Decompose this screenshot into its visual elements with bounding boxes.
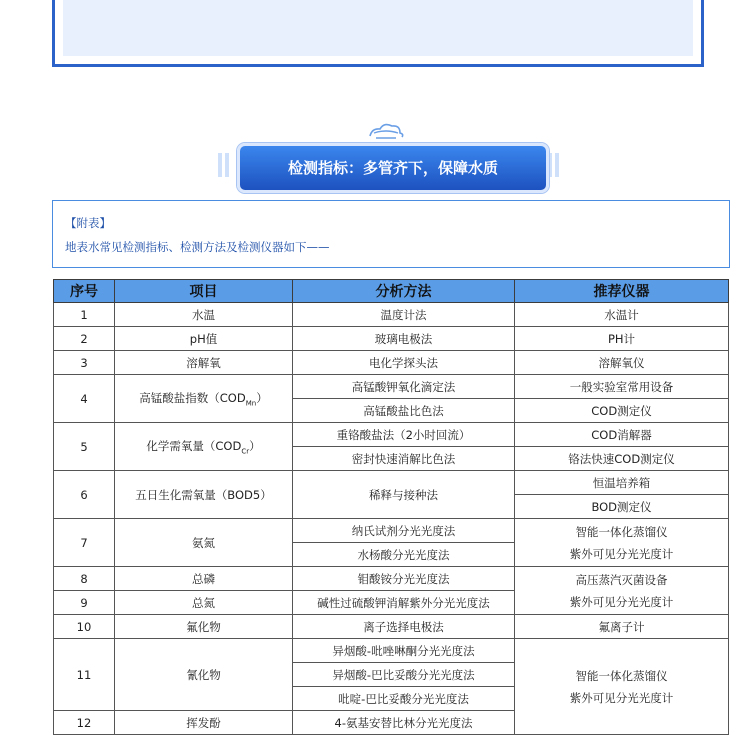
cell-instrument: 高压蒸汽灭菌设备 紫外可见分光光度计 xyxy=(515,567,729,615)
cell-no: 3 xyxy=(54,351,115,375)
cell-no: 4 xyxy=(54,375,115,423)
cell-no: 7 xyxy=(54,519,115,567)
table-row xyxy=(54,519,729,543)
header-no: 序号 xyxy=(54,280,115,303)
cell-instrument: 智能一体化蒸馏仪 紫外可见分光光度计 xyxy=(515,519,729,567)
cell-no: 11 xyxy=(54,639,115,711)
table-row xyxy=(54,567,729,591)
table-row xyxy=(54,351,729,375)
previous-section-content xyxy=(63,0,693,56)
indicator-table xyxy=(53,279,729,735)
note-body: 地表水常见检测指标、检测方法及检测仪器如下—— xyxy=(65,240,330,254)
cell-instrument: 一般实验室常用设备 xyxy=(515,375,729,399)
cell-instrument: 恒温培养箱 xyxy=(515,471,729,495)
cell-item: pH值 xyxy=(115,327,293,351)
appendix-note xyxy=(52,200,730,268)
cell-item: 氟化物 xyxy=(115,615,293,639)
cell-item: 总氮 xyxy=(115,591,293,615)
cell-item: 氨氮 xyxy=(115,519,293,567)
cell-method: 异烟酸-巴比妥酸分光光度法 xyxy=(293,663,515,687)
right-deco-bars xyxy=(548,153,562,177)
section-header xyxy=(0,118,750,198)
cell-method: 高锰酸钾氧化滴定法 xyxy=(293,375,515,399)
table-row xyxy=(54,615,729,639)
header-method: 分析方法 xyxy=(293,280,515,303)
left-deco-bars xyxy=(218,153,232,177)
cell-item: 总磷 xyxy=(115,567,293,591)
table-row xyxy=(54,303,729,327)
header-instrument: 推荐仪器 xyxy=(515,280,729,303)
cell-instrument: 溶解氧仪 xyxy=(515,351,729,375)
cell-no: 10 xyxy=(54,615,115,639)
section-title: 检测指标：多管齐下，保障水质 xyxy=(237,143,549,193)
cell-no: 8 xyxy=(54,567,115,591)
cell-method: 吡啶-巴比妥酸分光光度法 xyxy=(293,687,515,711)
cell-no: 12 xyxy=(54,711,115,735)
cell-item: 氰化物 xyxy=(115,639,293,711)
cell-method: 稀释与接种法 xyxy=(293,471,515,519)
cloud-ornament-icon xyxy=(364,120,408,140)
cell-method: 异烟酸-吡唑啉酮分光光度法 xyxy=(293,639,515,663)
table-row xyxy=(54,423,729,447)
cell-item: 高锰酸盐指数$(COD_{Mn})$ xyxy=(115,375,293,423)
cell-instrument: COD测定仪 xyxy=(515,399,729,423)
cell-instrument: COD消解器 xyxy=(515,423,729,447)
previous-section-box xyxy=(52,0,704,67)
cell-method: 钼酸铵分光光度法 xyxy=(293,567,515,591)
cell-method: 碱性过硫酸钾消解紫外分光光度法 xyxy=(293,591,515,615)
cell-no: 6 xyxy=(54,471,115,519)
cell-instrument: 水温计 xyxy=(515,303,729,327)
cell-instrument: BOD测定仪 xyxy=(515,495,729,519)
cell-method: 离子选择电极法 xyxy=(293,615,515,639)
cell-method: 纳氏试剂分光光度法 xyxy=(293,519,515,543)
cell-no: 2 xyxy=(54,327,115,351)
cell-item: 化学需氧量$(COD_{Cr})$ xyxy=(115,423,293,471)
cell-item: 五日生化需氧量（BOD5） xyxy=(115,471,293,519)
table-row xyxy=(54,327,729,351)
note-heading: 【附表】 xyxy=(65,216,111,230)
cell-method: 重铬酸盐法（2小时回流） xyxy=(293,423,515,447)
cell-method: 电化学探头法 xyxy=(293,351,515,375)
cell-method: 玻璃电极法 xyxy=(293,327,515,351)
cell-method: 高锰酸盐比色法 xyxy=(293,399,515,423)
cell-instrument: 氟离子计 xyxy=(515,615,729,639)
cell-method: 密封快速消解比色法 xyxy=(293,447,515,471)
table-row xyxy=(54,471,729,495)
cell-no: 5 xyxy=(54,423,115,471)
cell-item: 溶解氧 xyxy=(115,351,293,375)
header-item: 项目 xyxy=(115,280,293,303)
cell-item: 水温 xyxy=(115,303,293,327)
cell-instrument: 智能一体化蒸馏仪 紫外可见分光光度计 xyxy=(515,639,729,735)
cell-instrument: 铬法快速COD测定仪 xyxy=(515,447,729,471)
cell-item: 挥发酚 xyxy=(115,711,293,735)
cell-method: 水杨酸分光光度法 xyxy=(293,543,515,567)
cell-no: 1 xyxy=(54,303,115,327)
cell-method: 4-氨基安替比林分光光度法 xyxy=(293,711,515,735)
table-header-row xyxy=(54,280,729,303)
table-row xyxy=(54,375,729,399)
cell-method: 温度计法 xyxy=(293,303,515,327)
cell-instrument: PH计 xyxy=(515,327,729,351)
cell-no: 9 xyxy=(54,591,115,615)
table-row xyxy=(54,639,729,663)
